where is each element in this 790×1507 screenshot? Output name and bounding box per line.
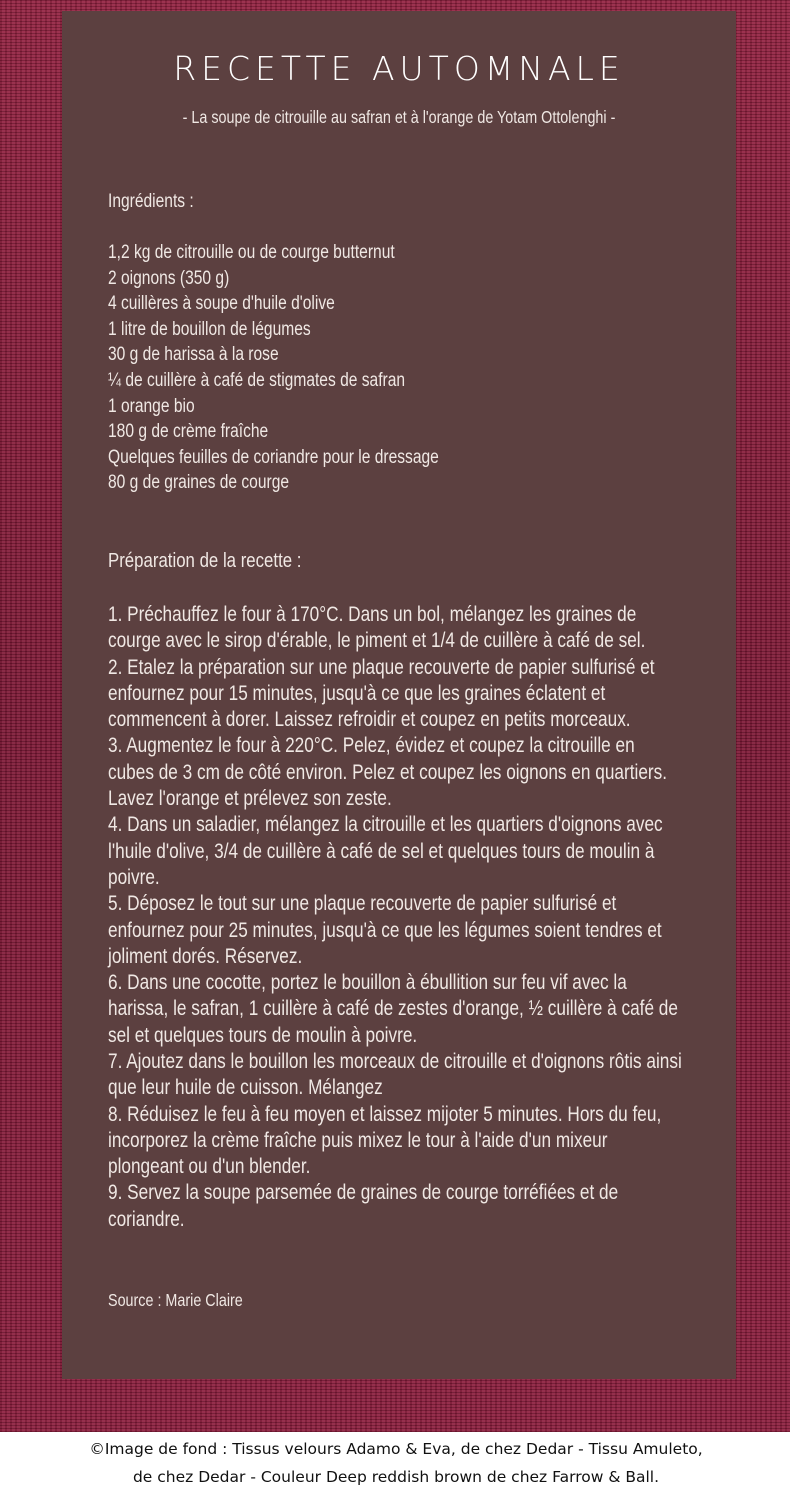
step-item: 2. Etalez la préparation sur une plaque recouverte de papier sulfurisé et enfournez pour 15 minutes, jusqu'à ce que les graines éclatent et commencent à dorer. Laissez refroidir et coupez en petits morceaux. (108, 655, 655, 732)
step-item: 7. Ajoutez dans le bouillon les morceaux de citrouille et d'oignons rôtis ainsi que leur huile de cuisson. Mélangez (108, 1049, 682, 1100)
recipe-content (108, 189, 682, 1311)
ingredient-item: 80 g de graines de courge (108, 472, 290, 494)
preparation-steps (108, 602, 682, 1233)
ingredient-item: 2 oignons (350 g) (108, 267, 230, 289)
step-item: 6. Dans une cocotte, portez le bouillon à ébullition sur feu vif avec la harissa, le safran, 1 cuillère à café de zestes d'orange, ½ cuillère à café de sel et quelques tours de moulin à poivre. (108, 971, 678, 1047)
ingredients-list (108, 240, 682, 496)
ingredient-item: 30 g de harissa à la rose (108, 344, 279, 366)
step-item: 8. Réduisez le feu à feu moyen et laissez mijoter 5 minutes. Hors du feu, incorporez la crème fraîche puis mixez le tour à l'aide d'un mixeur plongeant ou d'un blender. (108, 1102, 662, 1179)
image-credit (16, 1435, 776, 1491)
ingredient-item: 1 orange bio (108, 395, 195, 417)
recipe-source: Source : Marie Claire (108, 1290, 243, 1311)
step-item: 4. Dans un saladier, mélangez la citrouille et les quartiers d'oignons avec l'huile d'olive, 3/4 de cuillère à café de sel et quelques tours de moulin à poivre. (108, 813, 663, 889)
recipe-title: RECETTE AUTOMNALE (173, 49, 625, 88)
preparation-heading: Préparation de la recette : (108, 548, 302, 572)
step-item: 3. Augmentez le four à 220°C. Pelez, évidez et coupez la citrouille en cubes de 3 cm de côté environ. Pelez et coupez les oignons en quartiers. Lavez l'orange et prélevez son zeste. (108, 734, 668, 811)
ingredient-item: Quelques feuilles de coriandre pour le dressage (108, 446, 439, 468)
credit-line-1: ©Image de fond : Tissus velours Adamo & Eva, de chez Dedar - Tissu Amuleto, (89, 1440, 703, 1458)
step-item: 5. Déposez le tout sur une plaque recouverte de papier sulfurisé et enfournez pour 25 minutes, jusqu'à ce que les légumes soient tendres et joliment dorés. Réservez. (108, 892, 662, 968)
recipe-card (62, 11, 736, 1379)
recipe-subtitle: - La soupe de citrouille au safran et à l'orange de Yotam Ottolenghi - (182, 107, 616, 127)
step-item: 9. Servez la soupe parsemée de graines de courge torréfiées et de coriandre. (108, 1181, 619, 1231)
ingredients-heading: Ingrédients : (108, 191, 194, 212)
step-item: 1. Préchauffez le four à 170°C. Dans un bol, mélangez les graines de courge avec le sirop d'érable, le piment et 1/4 de cuillère à café de sel. (108, 602, 646, 653)
ingredient-item: 4 cuillères à soupe d'huile d'olive (108, 293, 335, 315)
credit-line-2: de chez Dedar - Couleur Deep reddish brown de chez Farrow & Ball. (132, 1468, 660, 1486)
ingredient-item: ¼ de cuillère à café de stigmates de safran (108, 369, 406, 391)
ingredient-item: 1 litre de bouillon de légumes (108, 318, 311, 340)
ingredient-item: 1,2 kg de citrouille ou de courge butternut (108, 242, 395, 263)
ingredient-item: 180 g de crème fraîche (108, 421, 269, 443)
